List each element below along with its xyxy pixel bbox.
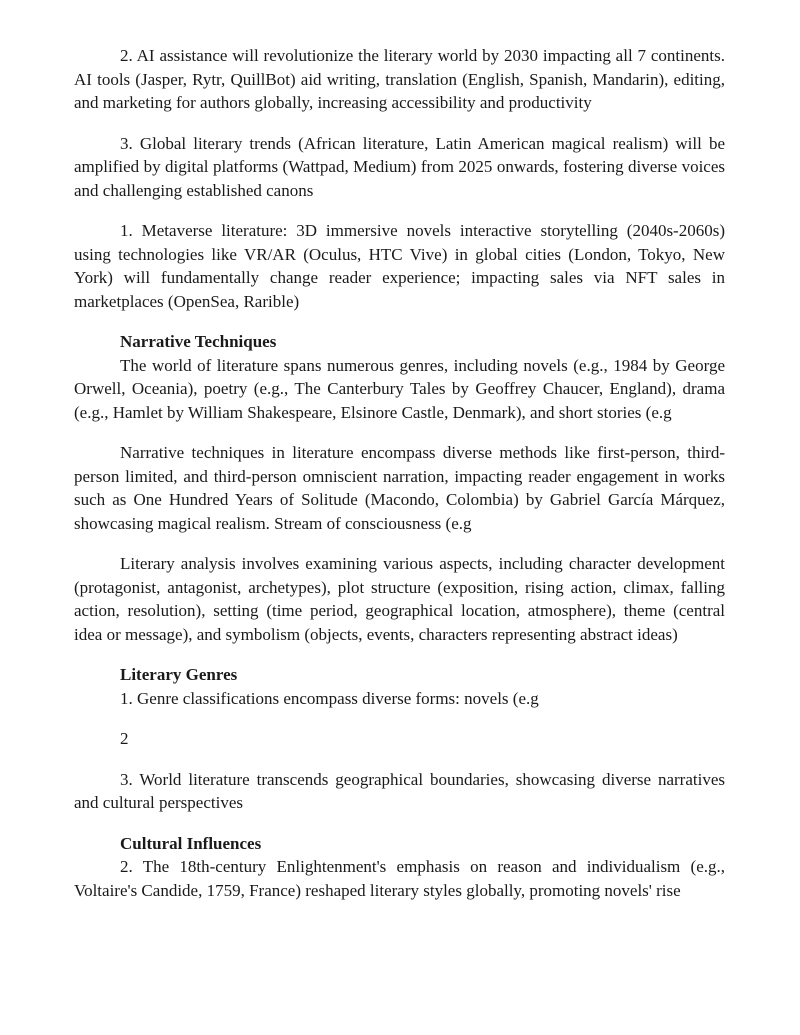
paragraph-world-literature: 3. World literature transcends geographical boundaries, showcasing diverse narratives and cultural perspectives — [74, 769, 725, 812]
heading-cultural-influences: Cultural Influences — [120, 833, 262, 853]
heading-literary-genres: Literary Genres — [120, 665, 238, 684]
document-page — [74, 44, 725, 902]
paragraph-ai-assistance: 2. AI assistance will revolutionize the literary world by 2030 impacting all 7 continents. AI tools (Jasper, Rytr, QuillBot) aid writing, translation (English, Spanish, Mandarin), editing, and marketing for authors globally, increasing accessibility and productivity — [74, 46, 725, 112]
list-number: 2 — [120, 729, 129, 748]
heading-narrative-techniques: Narrative Techniques — [120, 332, 277, 351]
paragraph-global-trends: 3. Global literary trends (African literature, Latin American magical realism) will be amplified by digital platforms (Wattpad, Medium) from 2025 onwards, fostering diverse voices and challenging established canons — [74, 133, 725, 200]
paragraph-genre-classifications: 1. Genre classifications encompass diverse forms: novels (e.g — [120, 688, 539, 708]
paragraph-literary-analysis: Literary analysis involves examining various aspects, including character development (protagonist, antagonist, archetypes), plot structure (exposition, rising action, climax, falling action, resolution), setting (time period, geographical location, atmosphere), theme (central idea or message), and symbolism (objects, events, characters representing abstract ideas) — [74, 554, 725, 644]
paragraph-narrative-methods: Narrative techniques in literature encompass diverse methods like first-person, third-person limited, and third-person omniscient narration, impacting reader engagement in works such as One Hundred Years of Solitude (Macondo, Colombia) by Gabriel García Márquez, showcasing magical realism. Stream of consciousness (e.g — [74, 443, 725, 533]
paragraph-metaverse: 1. Metaverse literature: 3D immersive novels interactive storytelling (2040s-2060s) using technologies like VR/AR (Oculus, HTC Vive) in global cities (London, Tokyo, New York) will fundamentally change reader experience; impacting sales via NFT sales in marketplaces (OpenSea, Rarible) — [74, 221, 725, 311]
paragraph-enlightenment: 2. The 18th-century Enlightenment's emphasis on reason and individualism (e.g., Voltaire's Candide, 1759, France) reshaped literary styles globally, promoting novels' rise — [74, 857, 725, 900]
paragraph-genres-overview: The world of literature spans numerous genres, including novels (e.g., 1984 by George Orwell, Oceania), poetry (e.g., The Canterbury Tales by Geoffrey Chaucer, England), drama (e.g., Hamlet by William Shakespeare, Elsinore Castle, Denmark), and short stories (e.g — [74, 355, 725, 422]
